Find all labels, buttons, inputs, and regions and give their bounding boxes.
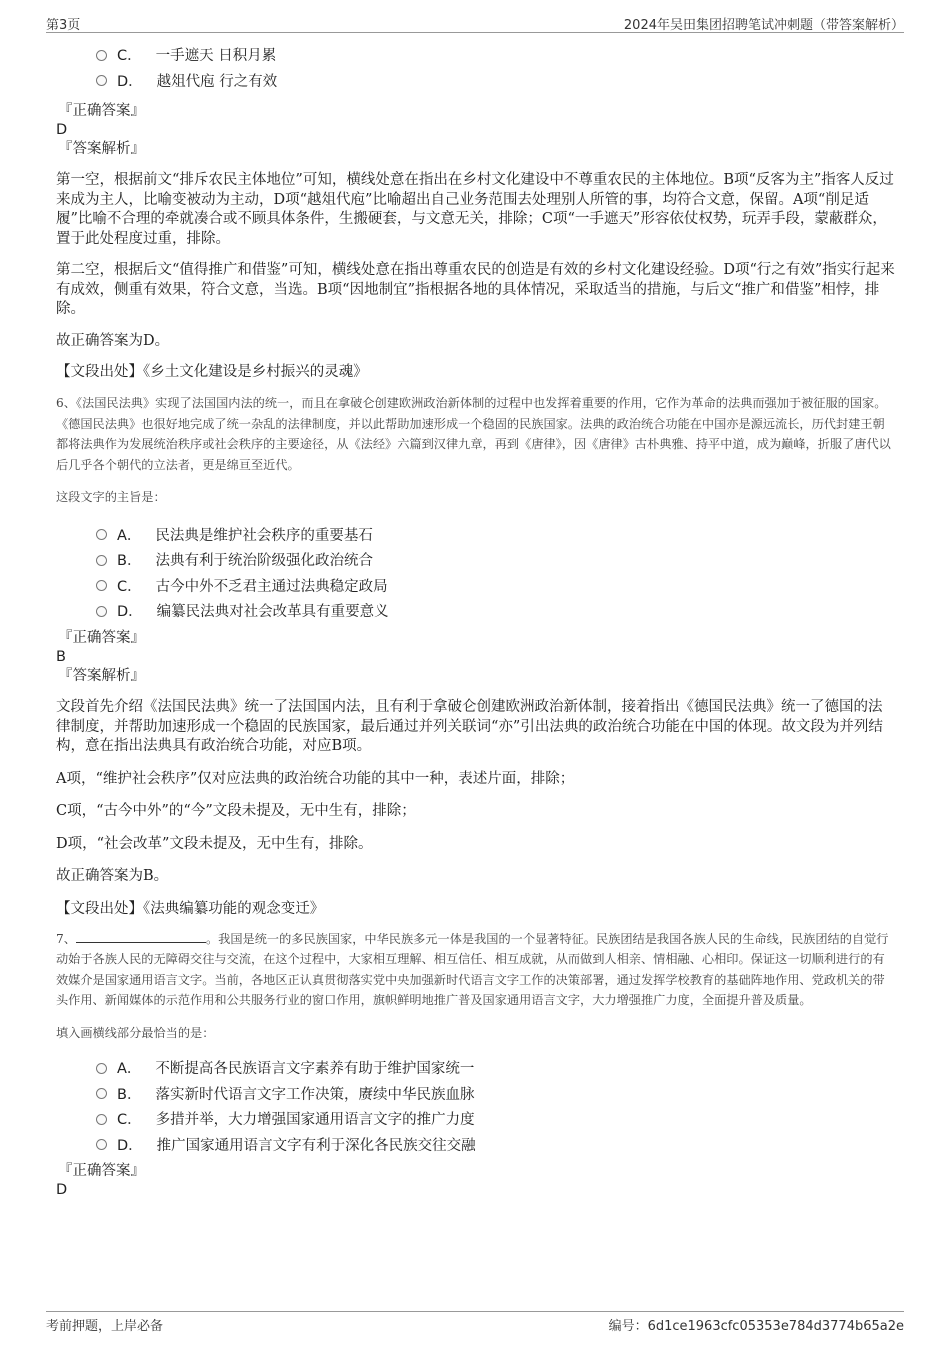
q5-analysis-1: 第一空，根据前文“排斥农民主体地位”可知，横线处意在指出在乡村文化建设中不尊重农民的主体地位。B项“反客为主”指客人反过来成为主人，比喻变被动为主动，D项“越俎代庖”比喻超出自己业务范围去处理别人所管的事，均符合文意，保留。A项“削足适履”比喻不合理的牵就凑合或不顾具体条件，生搬硬套，与文意无关，排除；C项“一手遮天”形容依仗权势，玩弄手段，蒙蔽群众，置于此处程度过重，排除。: [56, 172, 894, 247]
q7-option-a[interactable]: A． 不断提高各民族语言文字素养有助于维护国家统一: [96, 1057, 896, 1083]
q6-option-b[interactable]: B． 法典有利于统治阶级强化政治统合: [96, 549, 896, 575]
q7-answer: D: [56, 1182, 68, 1199]
radio-icon[interactable]: [96, 1088, 107, 1099]
radio-icon[interactable]: [96, 606, 107, 617]
radio-icon[interactable]: [96, 75, 107, 86]
q6-analysis-1: 文段首先介绍《法国民法典》统一了法国国内法，且有利于拿破仑创建欧洲政治新体制，接着指出《德国民法典》统一了德国的法律制度，并帮助加速形成一个稳固的民族国家，最后通过并列关联词“亦”引出法典的政治统合功能在中国的体现。故文段为并列结构，意在指出法典具有政治统合功能，对应B项。: [56, 699, 883, 755]
q5-option-c[interactable]: C． 一手遮天 日积月累: [96, 44, 896, 70]
q5-options: [56, 44, 896, 95]
radio-icon[interactable]: [96, 580, 107, 591]
q5-answer-tag: 『正确答案』: [58, 103, 145, 120]
q7-prompt: 填入画横线部分最恰当的是：: [56, 1025, 215, 1040]
radio-icon[interactable]: [96, 1114, 107, 1125]
radio-icon[interactable]: [96, 50, 107, 61]
q6-prompt: 这段文字的主旨是：: [56, 490, 166, 505]
radio-icon[interactable]: [96, 1139, 107, 1150]
q6-option-c[interactable]: C． 古今中外不乏君主通过法典稳定政局: [96, 575, 896, 601]
q6-options: [56, 524, 896, 626]
radio-icon[interactable]: [96, 1063, 107, 1074]
q6-analysis-5: 故正确答案为B。: [56, 868, 169, 885]
footer-slogan: 考前押题，上岸必备: [46, 1319, 164, 1334]
q6-answer: B: [56, 649, 66, 666]
q6-option-d[interactable]: D． 编纂民法典对社会改革具有重要意义: [96, 600, 896, 626]
q5-analysis-3: 故正确答案为D。: [56, 332, 170, 349]
page-header: [46, 14, 904, 33]
q6-stem: 6、《法国民法典》实现了法国国内法的统一，而且在拿破仑创建欧洲政治新体制的过程中也发挥着重要的作用，它作为革命的法典而强加于被征服的国家。《德国民法典》也很好地完成了统一杂乱的法律制度，并以此帮助加速形成一个稳固的民族国家。法典的政治统合功能在中国亦是源远流长，历代封建王朝都将法典作为发展统治秩序或社会秩序的主要途径，从《法经》六篇到汉律九章，再到《唐律》，因《唐律》古朴典雅、持平中道，成为巅峰，折服了唐代以后几乎各个朝代的立法者，更是绵亘至近代。: [56, 396, 891, 472]
q6-source: 【文段出处】《法典编纂功能的观念变迁》: [56, 900, 325, 917]
q7-option-d[interactable]: D． 推广国家通用语言文字有利于深化各民族交往交融: [96, 1134, 896, 1160]
q5-option-d[interactable]: D． 越俎代庖 行之有效: [96, 70, 896, 96]
q7-answer-tag: 『正确答案』: [58, 1163, 145, 1180]
document-body: [56, 42, 896, 1200]
radio-icon[interactable]: [96, 529, 107, 540]
q7-stem: 7、 。我国是统一的多民族国家，中华民族多元一体是我国的一个显著特征。民族团结是我国各族人民的生命线，民族团结的自觉行动始于各族人民的无障碍交往与交流，在这个过程中，大家相互理解、相互信任、相互成就，从而做到人相亲、情相融、心相印。保证这一切顺利进行的有效媒介是国家通用语言文字。当前，各地区正认真贯彻落实党中央加强新时代语言文字工作的决策部署，通过发挥学校教育的基础阵地作用、党政机关的带头作用、新闻媒体的示范作用和公共服务行业的窗口作用，旗帜鲜明地推广普及国家通用语言文字，大力增强推广力度，全面提升普及质量。: [56, 931, 889, 1008]
fill-blank[interactable]: [76, 930, 206, 943]
q6-option-a[interactable]: A． 民法典是维护社会秩序的重要基石: [96, 524, 896, 550]
q7-options: [56, 1057, 896, 1159]
q5-analysis-2: 第二空，根据后文“值得推广和借鉴”可知，横线处意在指出尊重农民的创造是有效的乡村文化建设经验。D项“行之有效”指实行起来有成效，侧重有效果，符合文意，当选。B项“因地制宜”指根据各地的具体情况，采取适当的措施，与后文“推广和借鉴”相悖，排除。: [56, 262, 895, 318]
q5-source: 【文段出处】《乡土文化建设是乡村振兴的灵魂》: [56, 364, 368, 381]
q6-analysis-2: A项，“维护社会秩序”仅对应法典的政治统合功能的其中一种，表述片面，排除；: [56, 770, 575, 787]
q7-option-c[interactable]: C． 多措并举，大力增强国家通用语言文字的推广力度: [96, 1108, 896, 1134]
q6-answer-tag: 『正确答案』: [58, 630, 145, 647]
q6-analysis-3: C项，“古今中外”的“今”文段未提及，无中生有，排除；: [56, 803, 416, 820]
q7-option-b[interactable]: B． 落实新时代语言文字工作决策，赓续中华民族血脉: [96, 1083, 896, 1109]
page-number: 第3页: [46, 18, 81, 33]
document-id: 编号：6d1ce1963cfc05353e784d3774b65a2e: [608, 1319, 904, 1334]
q6-analysis-4: D项，“社会改革”文段未提及，无中生有，排除。: [56, 835, 373, 852]
document-title: 2024年吴田集团招聘笔试冲刺题（带答案解析）: [623, 18, 904, 33]
radio-icon[interactable]: [96, 555, 107, 566]
q6-analysis-tag: 『答案解析』: [58, 668, 145, 685]
page-footer: [46, 1311, 904, 1334]
q5-answer: D: [56, 122, 68, 139]
q5-analysis-tag: 『答案解析』: [58, 141, 145, 158]
